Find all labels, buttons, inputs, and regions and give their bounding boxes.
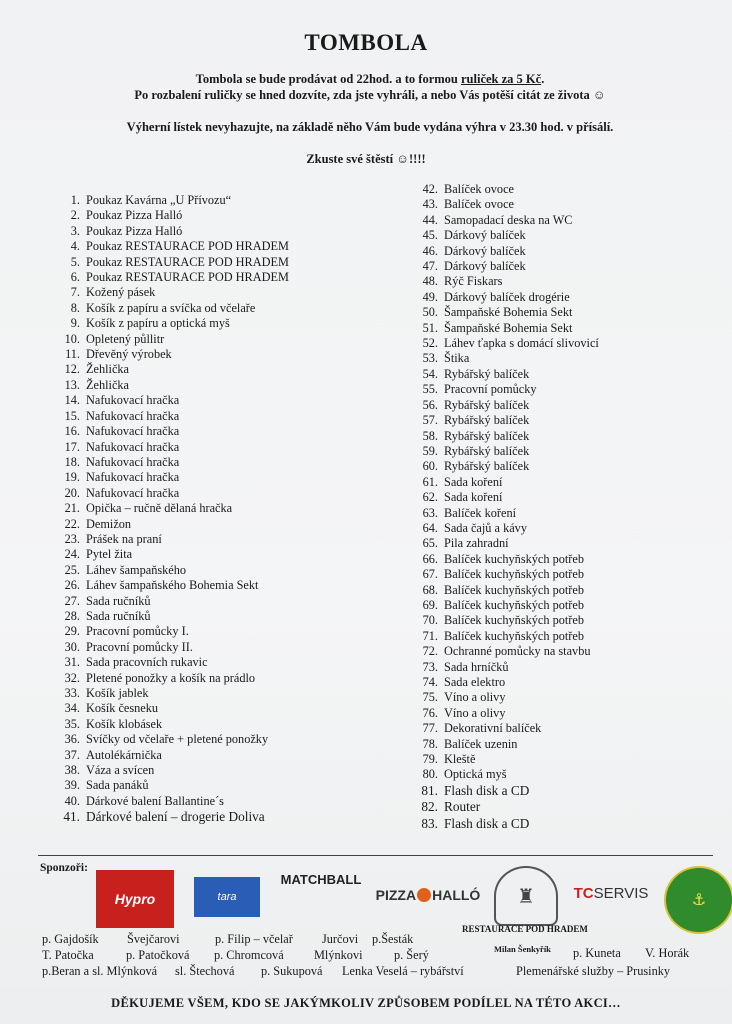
prize-item — [416, 521, 716, 536]
prize-number: 80. — [422, 767, 438, 782]
prize-number: 26. — [64, 578, 80, 593]
prize-item — [416, 706, 716, 721]
prize-name: Nafukovací hračka — [86, 454, 180, 469]
prize-item — [416, 321, 716, 336]
prize-name: Sada pracovních rukavic — [86, 655, 208, 670]
prize-number: 50. — [422, 305, 438, 320]
prize-name: Poukaz Pizza Halló — [86, 208, 183, 223]
prize-name: Sada koření — [444, 490, 503, 505]
prize-number: 9. — [70, 316, 80, 331]
prize-item — [416, 567, 716, 582]
prize-number: 22. — [64, 516, 80, 531]
prize-name: Prášek na praní — [86, 531, 162, 546]
sponsor-name: V. Horák — [645, 946, 690, 960]
prize-item — [416, 613, 716, 628]
prize-item — [416, 382, 716, 397]
prize-number: 77. — [422, 721, 438, 736]
prize-number: 42. — [422, 182, 438, 196]
prize-name: Kožený pásek — [86, 285, 156, 300]
prize-name: Balíček kuchyňských potřeb — [444, 551, 585, 566]
prize-list-right — [416, 182, 716, 832]
prize-item — [416, 644, 716, 659]
prize-name: Sada elektro — [444, 675, 506, 689]
prize-name: Balíček kuchyňských potřeb — [444, 597, 585, 612]
prize-list-left — [62, 193, 392, 826]
prize-number: 46. — [422, 243, 438, 258]
matchball-logo: MATCHBALL — [280, 871, 362, 887]
prize-name: Balíček kuchyňských potřeb — [444, 567, 585, 582]
prize-name: Košík z papíru a svíčka od včelaře — [86, 300, 256, 315]
prize-name: Rybářský balíček — [444, 413, 530, 428]
prize-name: Košík z papíru a optická myš — [86, 316, 230, 331]
prize-item — [416, 351, 716, 366]
prize-item — [416, 490, 716, 505]
prize-item — [416, 336, 716, 351]
prize-name: Nafukovací hračka — [86, 393, 180, 408]
prize-item — [62, 486, 392, 501]
prize-name: Dekorativní balíček — [444, 721, 542, 736]
prize-name: Rybářský balíček — [444, 366, 530, 381]
sponsor-name: p.Šesták — [372, 932, 414, 946]
sponsor-name: Jurčovi — [322, 932, 359, 946]
prize-item — [62, 316, 392, 331]
prize-name: Sada koření — [444, 474, 503, 489]
prize-item — [62, 686, 392, 701]
kavarna-u-prívozu-logo — [664, 866, 732, 934]
prize-item — [62, 624, 392, 639]
prize-item — [416, 737, 716, 752]
prize-number: 7. — [70, 285, 80, 300]
prize-number: 78. — [422, 736, 438, 751]
prize-name: Rybářský balíček — [444, 397, 530, 412]
prize-item — [416, 228, 716, 243]
prize-name: Nafukovací hračka — [86, 408, 180, 423]
prize-number: 83. — [421, 815, 438, 831]
prize-name: Optická myš — [444, 767, 507, 782]
prize-item — [62, 517, 392, 532]
prize-item — [416, 429, 716, 444]
prize-item — [416, 244, 716, 259]
prize-number: 14. — [64, 393, 80, 408]
prize-name: Víno a olivy — [444, 690, 506, 705]
prize-item — [416, 767, 716, 782]
prize-item — [416, 259, 716, 274]
prize-item — [416, 675, 716, 690]
prize-name: Balíček kuchyňských potřeb — [444, 613, 585, 628]
prize-number: 3. — [70, 223, 80, 238]
prize-item — [62, 393, 392, 408]
prize-name: Váza a svícen — [86, 763, 155, 778]
prize-name: Štika — [444, 351, 470, 366]
prize-item — [416, 197, 716, 212]
prize-item — [62, 640, 392, 655]
sponsor-name: T. Patočka — [42, 948, 94, 962]
prize-number: 64. — [422, 520, 438, 535]
prize-name: Balíček ovoce — [444, 182, 514, 196]
prize-number: 13. — [64, 377, 80, 392]
prize-item — [416, 660, 716, 675]
prize-number: 65. — [422, 536, 438, 551]
prize-item — [62, 532, 392, 547]
divider-line — [38, 855, 713, 856]
pizza-icon — [417, 888, 431, 902]
intro-line-3: Výherní lístek nevyhazujte, na základě něho Vám bude vydána výhra v 23.30 hod. v přísálí. — [126, 120, 614, 134]
prize-number: 17. — [64, 439, 80, 454]
sponsor-name: Švejčarovi — [127, 932, 180, 946]
prize-item — [416, 398, 716, 413]
sponsor-name: p. Kuneta — [573, 946, 621, 960]
prize-number: 31. — [64, 655, 80, 670]
prize-name: Router — [444, 799, 481, 815]
prize-name: Žehlička — [86, 362, 130, 377]
prize-number: 49. — [422, 289, 438, 304]
prize-name: Ochranné pomůcky na stavbu — [444, 644, 591, 659]
prize-name: Dárkové balení – drogerie Doliva — [86, 809, 265, 825]
prize-number: 55. — [422, 382, 438, 397]
prize-number: 23. — [64, 531, 80, 546]
prize-name: Košík klobásek — [86, 716, 163, 731]
prize-number: 41. — [63, 809, 80, 825]
thank-you-line: DĚKUJEME VŠEM, KDO SE JAKÝMKOLIV ZPŮSOBEM PODÍLEL NA TÉTO AKCI… — [111, 996, 621, 1010]
prize-number: 21. — [64, 501, 80, 516]
prize-number: 1. — [70, 193, 80, 207]
sponsor-name: p. Šerý — [394, 948, 429, 962]
prize-number: 25. — [64, 562, 80, 577]
prize-number: 81. — [421, 782, 438, 798]
tc-servis-logo — [563, 880, 659, 906]
prize-item — [416, 305, 716, 320]
prize-item — [62, 809, 392, 826]
prize-number: 66. — [422, 551, 438, 566]
prize-number: 38. — [64, 763, 80, 778]
prize-number: 34. — [64, 701, 80, 716]
prize-item — [62, 655, 392, 670]
intro-line-1-end: . — [541, 72, 545, 86]
prize-number: 59. — [422, 443, 438, 458]
prize-item — [62, 794, 392, 809]
prize-item — [62, 717, 392, 732]
prize-item — [62, 547, 392, 562]
intro-line-2: Po rozbalení ruličky se hned dozvíte, zda jste vyhráli, a nebo Vás potěší citát ze života ☺ — [134, 88, 606, 102]
prize-item — [416, 799, 716, 816]
prize-name: Žehlička — [86, 377, 130, 392]
prize-name: Kleště — [444, 752, 476, 767]
prize-number: 54. — [422, 366, 438, 381]
prize-name: Pila zahradní — [444, 536, 509, 551]
prize-number: 51. — [422, 320, 438, 335]
sponsor-name: p. Chromcová — [214, 948, 284, 962]
prize-number: 76. — [422, 705, 438, 720]
prize-number: 75. — [422, 690, 438, 705]
prize-number: 5. — [70, 254, 80, 269]
prize-item — [416, 290, 716, 305]
prize-item — [416, 213, 716, 228]
intro-line-1 — [60, 72, 680, 87]
intro-price-underlined: ruliček za 5 Kč — [461, 72, 542, 86]
prize-name: Poukaz RESTAURACE POD HRADEM — [86, 254, 289, 269]
prize-item — [62, 378, 392, 393]
poster-title: TOMBOLA — [304, 30, 428, 55]
prize-number: 43. — [422, 197, 438, 212]
prize-item — [416, 413, 716, 428]
sponsor-name: p. Filip – včelař — [215, 932, 293, 946]
prize-number: 18. — [64, 454, 80, 469]
prize-number: 58. — [422, 428, 438, 443]
prize-item — [416, 598, 716, 613]
prize-name: Balíček koření — [444, 505, 517, 520]
prize-number: 69. — [422, 597, 438, 612]
prize-name: Dárkový balíček — [444, 243, 526, 258]
prize-name: Opička – ručně dělaná hračka — [86, 501, 233, 516]
prize-number: 8. — [70, 300, 80, 315]
prize-item — [416, 629, 716, 644]
prize-item — [62, 347, 392, 362]
prize-name: Demižon — [86, 516, 132, 531]
intro-line-4: Zkuste své štěstí ☺!!!! — [306, 152, 426, 166]
prize-name: Dárkové balení Ballantine´s — [86, 793, 224, 808]
prize-name: Dárkový balíček — [444, 228, 526, 243]
prize-item — [416, 459, 716, 474]
prize-item — [62, 701, 392, 716]
prize-item — [416, 274, 716, 289]
prize-number: 6. — [70, 270, 80, 285]
prize-item — [62, 208, 392, 223]
prize-name: Balíček ovoce — [444, 197, 514, 212]
prize-item — [62, 748, 392, 763]
prize-name: Dárkový balíček drogérie — [444, 289, 570, 304]
sponsor-name: p.Beran a sl. Mlýnková — [42, 964, 158, 978]
prize-name: Sada čajů a kávy — [444, 520, 527, 535]
prize-number: 63. — [422, 505, 438, 520]
prize-item — [62, 563, 392, 578]
prize-item — [62, 255, 392, 270]
prize-name: Sada ručníků — [86, 593, 151, 608]
prize-item — [62, 224, 392, 239]
prize-number: 72. — [422, 644, 438, 659]
prize-name: Pracovní pomůcky — [444, 382, 537, 397]
prize-name: Láhev šampaňského — [86, 562, 187, 577]
prize-number: 48. — [422, 274, 438, 289]
sponsor-name: Plemenářské služby – Prusinky — [516, 964, 671, 978]
prize-name: Poukaz RESTAURACE POD HRADEM — [86, 270, 289, 285]
prize-item — [416, 475, 716, 490]
prize-name: Balíček kuchyňských potřeb — [444, 628, 585, 643]
prize-name: Šampaňské Bohemia Sekt — [444, 305, 573, 320]
prize-name: Nafukovací hračka — [86, 485, 180, 500]
tc-logo-text: TC — [573, 884, 594, 902]
prize-name: Nafukovací hračka — [86, 424, 180, 439]
prize-number: 16. — [64, 424, 80, 439]
prize-number: 2. — [70, 208, 80, 223]
prize-item — [416, 816, 716, 833]
tara-logo: tara — [194, 877, 260, 917]
prize-item — [416, 444, 716, 459]
prize-item — [62, 501, 392, 516]
prize-number: 12. — [64, 362, 80, 377]
prize-name: Rybářský balíček — [444, 459, 530, 474]
prize-item — [62, 594, 392, 609]
prize-number: 68. — [422, 582, 438, 597]
prize-name: Rybářský balíček — [444, 443, 530, 458]
prize-number: 36. — [64, 732, 80, 747]
prize-number: 60. — [422, 459, 438, 474]
prize-item — [62, 270, 392, 285]
prize-name: Víno a olivy — [444, 705, 506, 720]
prize-name: Balíček uzenin — [444, 736, 518, 751]
sponsor-signature-text: Milan Šenkyřík — [494, 944, 551, 954]
prize-name: Sada panáků — [86, 778, 149, 793]
prize-number: 39. — [64, 778, 80, 793]
prize-number: 56. — [422, 397, 438, 412]
prize-item — [62, 778, 392, 793]
prize-item — [62, 455, 392, 470]
prize-item — [62, 578, 392, 593]
prize-name: Nafukovací hračka — [86, 470, 180, 485]
intro-line-1-text: Tombola se bude prodávat od 22hod. a to formou — [195, 72, 461, 86]
prize-number: 20. — [64, 485, 80, 500]
prize-number: 15. — [64, 408, 80, 423]
prize-name: Láhev ťapka s domácí slivovicí — [444, 336, 599, 351]
prize-item — [416, 552, 716, 567]
prize-name: Autolékárnička — [86, 747, 162, 762]
sponsor-name: sl. Štechová — [175, 964, 235, 978]
prize-name: Pracovní pomůcky II. — [86, 639, 193, 654]
prize-item — [62, 193, 392, 208]
prize-number: 19. — [64, 470, 80, 485]
prize-item — [62, 239, 392, 254]
prize-name: Samopadací deska na WC — [444, 212, 573, 227]
prize-name: Poukaz RESTAURACE POD HRADEM — [86, 239, 289, 254]
prize-item — [416, 783, 716, 800]
sponsor-name: Lenka Veselá – rybářství — [342, 964, 464, 978]
prize-name: Balíček kuchyňských potřeb — [444, 582, 585, 597]
prize-name: Rýč Fiskars — [444, 274, 503, 289]
anchor-icon: ⚓ — [691, 892, 707, 909]
prize-item — [62, 732, 392, 747]
prize-name: Košík jablek — [86, 686, 149, 700]
prize-number: 33. — [64, 686, 80, 700]
prize-item — [416, 752, 716, 767]
prize-item — [62, 332, 392, 347]
prize-number: 71. — [422, 628, 438, 643]
prize-number: 67. — [422, 567, 438, 582]
prize-name: Sada ručníků — [86, 608, 151, 623]
prize-number: 52. — [422, 336, 438, 351]
prize-name: Nafukovací hračka — [86, 439, 180, 454]
prize-number: 79. — [422, 752, 438, 767]
prize-name: Rybářský balíček — [444, 428, 530, 443]
prize-name: Poukaz Kavárna „U Přívozu“ — [86, 193, 232, 207]
prize-item — [416, 721, 716, 736]
prize-item — [416, 536, 716, 551]
prize-name: Flash disk a CD — [444, 815, 530, 831]
sponsor-name: p. Gajdošík — [42, 932, 99, 946]
prize-number: 11. — [65, 347, 80, 362]
pizza-hallo-logo — [370, 882, 486, 908]
prize-name: Šampaňské Bohemia Sekt — [444, 320, 573, 335]
prize-number: 28. — [64, 608, 80, 623]
prize-number: 57. — [422, 413, 438, 428]
prize-item — [62, 763, 392, 778]
prize-number: 32. — [64, 670, 80, 685]
prize-number: 53. — [422, 351, 438, 366]
prize-number: 35. — [64, 716, 80, 731]
prize-item — [62, 609, 392, 624]
prize-number: 10. — [64, 331, 80, 346]
prize-name: Opletený půllitr — [86, 331, 165, 346]
hallo-logo-text: HALLÓ — [432, 887, 481, 903]
prize-number: 47. — [422, 259, 438, 274]
prize-name: Pletené ponožky a košík na prádlo — [86, 670, 256, 685]
prize-name: Svíčky od včelaře + pletené ponožky — [86, 732, 269, 747]
sponsor-name: p. Patočková — [126, 948, 190, 962]
prize-number: 45. — [422, 228, 438, 243]
prize-number: 70. — [422, 613, 438, 628]
sponsor-name: p. Sukupová — [261, 964, 323, 978]
prize-item — [62, 301, 392, 316]
prize-item — [62, 285, 392, 300]
pizza-logo-text: PIZZA — [375, 887, 417, 903]
prize-name: Košík česneku — [86, 701, 159, 716]
prize-number: 27. — [64, 593, 80, 608]
prize-item — [62, 424, 392, 439]
prize-number: 61. — [422, 474, 438, 489]
sponsors-label: Sponzoři: — [40, 862, 88, 874]
sponsor-name: Mlýnkovi — [314, 948, 363, 962]
prize-item — [416, 690, 716, 705]
prize-number: 40. — [64, 793, 80, 808]
prize-name: Poukaz Pizza Halló — [86, 223, 183, 238]
prize-item — [416, 506, 716, 521]
prize-item — [416, 182, 716, 197]
prize-name: Flash disk a CD — [444, 782, 530, 798]
prize-item — [62, 440, 392, 455]
prize-name: Dárkový balíček — [444, 259, 526, 274]
prize-name: Láhev šampaňského Bohemia Sekt — [86, 578, 259, 593]
prize-number: 4. — [70, 239, 80, 254]
prize-number: 82. — [421, 799, 438, 815]
prize-number: 44. — [422, 212, 438, 227]
prize-number: 29. — [64, 624, 80, 639]
castle-icon: ♜ — [494, 866, 558, 926]
prize-number: 37. — [64, 747, 80, 762]
restaurace-logo-caption: RESTAURACE POD HRADEM — [462, 924, 588, 934]
prize-number: 62. — [422, 490, 438, 505]
prize-number: 24. — [64, 547, 80, 562]
prize-name: Sada hrníčků — [444, 659, 509, 674]
hypro-logo: Hypro — [96, 870, 174, 928]
prize-number: 74. — [422, 675, 438, 689]
servis-logo-text: SERVIS — [593, 884, 649, 902]
prize-name: Dřevěný výrobek — [86, 347, 172, 362]
prize-item — [62, 671, 392, 686]
prize-number: 73. — [422, 659, 438, 674]
prize-item — [416, 583, 716, 598]
prize-item — [416, 367, 716, 382]
prize-name: Pytel žita — [86, 547, 133, 562]
prize-item — [62, 470, 392, 485]
prize-item — [62, 409, 392, 424]
prize-name: Pracovní pomůcky I. — [86, 624, 189, 639]
prize-item — [62, 362, 392, 377]
prize-number: 30. — [64, 639, 80, 654]
